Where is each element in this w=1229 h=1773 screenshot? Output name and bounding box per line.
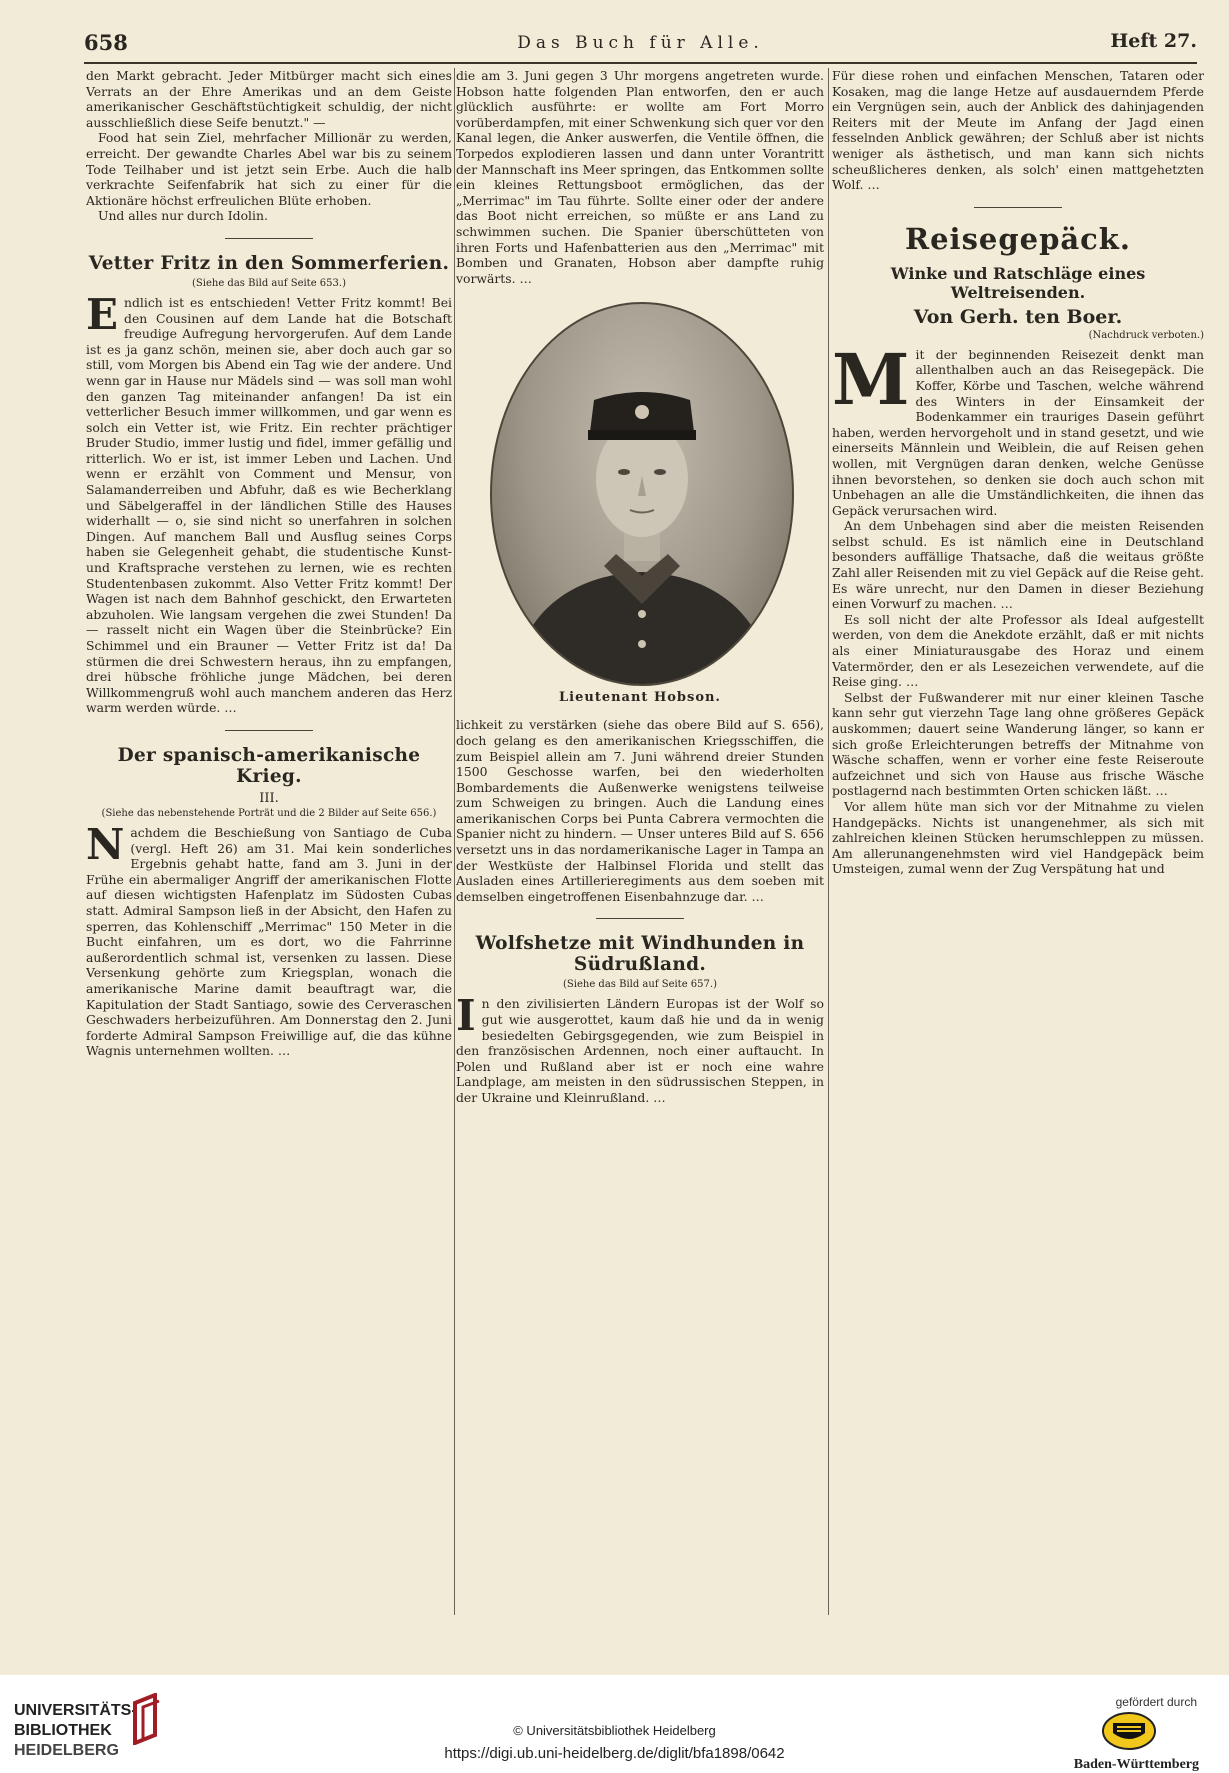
body-paragraph: Und alles nur durch Idolin. xyxy=(98,208,268,224)
drop-cap: I xyxy=(456,991,476,1041)
section-separator xyxy=(596,918,684,919)
portrait-caption: Lieutenant Hobson. xyxy=(559,690,721,706)
body-paragraph: den Markt gebracht. Jeder Mitbürger macht sich eines Verrats an der Ehre Amerikas und an dem Geiste amerikanischer Geschäftstüchtigkeit schuldig, der nicht ausschließlich diese Seife benutzt." — xyxy=(86,68,452,130)
drop-cap: M xyxy=(832,337,910,421)
article-title: Der spanisch-amerikanische Krieg. xyxy=(117,744,421,787)
funding-label: gefördert durch xyxy=(1115,1695,1197,1709)
picture-reference: (Siehe das nebenstehende Porträt und die 2 Bilder auf Seite 656.) xyxy=(101,807,437,819)
viewer-footer xyxy=(0,1675,1229,1773)
column-2 xyxy=(456,68,824,1615)
body-paragraph: Es soll nicht der alte Professor als Ideal aufgestellt werden, von dem die Anekdote erzählt, daß er mit nichts als einer Miniaturausgabe des Horaz und einem Vatermörder, den er als Lesezeichen verwendete, auf die Reise ging. … xyxy=(832,611,1204,690)
funding-state-name: Baden-Württemberg xyxy=(1073,1757,1199,1772)
portrait-frame xyxy=(490,302,790,682)
body-paragraph: Endlich ist es entschieden! Vetter Fritz kommt! Bei den Cousinen auf dem Lande hat die Botschaft freudige Aufregung hervorgerufen. Auf dem Lande ist es ja ganz schön, meinen sie, aber doch auch gar so still, vom Morgen bis Abend ein Tag wie der andere. Und wenn gar in Hause nur Mädels sind — was soll man wohl den ganzen Tag miteinander anfangen! Da ist ein vetterlicher Besuch immer willkommen, und gar wenn es solch ein Vetter ist, wie Fritz. Ein rechter prächtiger Bruder Studio, immer lustig und fidel, immer gefällig und ritterlich. Wo er ist, ist immer Leben und Lachen. Und wenn er erzählt von Comment und Mensur, von Salamanderreiben und Abfuhr, daß es wie Becherklang und Säbelgeraffel in der ländlichen Stille des Hauses widerhallt — o, sie sind nicht so unerfahren in solchen Dingen. Auf manchem Ball und Ausflug seines Corps haben sie Gelegenheit gehabt, die studentische Kunst- und Kraftsprache verstehen zu lernen, wie es rechten Studentenbasen zukommt. Also Vetter Fritz kommt! Der Wagen ist nach dem Bahnhof geschickt, den Erwarteten abzuholen. Wie langsam vergehen die zwei Stunden! Da — rasselt nicht ein Wagen über die Steinbrücke? Ein Schimmel und ein Brauner — Vetter Fritz ist da! Da stürmen die drei Schwestern heraus, ihn zu empfangen, drei hübsche fröhliche junge Mädchen, bei deren Willkommengruß wohl auch manchem anderen das Herz warm werden würde. … xyxy=(86,289,452,716)
article-part: III. xyxy=(259,790,279,806)
library-logo-text[interactable]: UNIVERSITÄTS- BIBLIOTHEK HEIDELBERG xyxy=(14,1702,137,1759)
article-byline: Von Gerh. ten Boer. xyxy=(913,305,1123,328)
page-number: 658 xyxy=(84,30,128,55)
body-paragraph: An dem Unbehagen sind aber die meisten Reisenden selbst schuld. Es ist nämlich eine in Deutschland besonders auffällige Thatsache, daß die weitaus größte Zahl aller Reisenden mit zu viel Gepäck auf die Reise geht. Es wäre unrecht, nur den Damen in dieser Beziehung einen Vorwurf zu machen. … xyxy=(832,518,1204,612)
body-paragraph: Für diese rohen und einfachen Menschen, Tataren oder Kosaken, mag die lange Hetze auf ausdauerndem Pferde ein Vergnügen sein, auch der Anblick des dahinjagenden Reiters mit der Meute im Anfang der Jagd einen fesselnden Anblick gewähren; der Schluß aber ist nichts weniger als ästhetisch, und man kann sich nichts scheußlicheres denken, als solch' einen mattgehetzten Wolf. … xyxy=(832,68,1204,193)
permalink-url[interactable]: https://digi.ub.uni-heidelberg.de/diglit/bfa1898/0642 xyxy=(444,1745,785,1762)
section-separator xyxy=(974,207,1062,208)
article-subtitle: Winke und Ratschläge eines Weltreisenden. xyxy=(890,263,1146,302)
article-title: Vetter Fritz in den Sommerferien. xyxy=(88,252,450,274)
section-separator xyxy=(225,730,313,731)
article-title: Reisegepäck. xyxy=(905,221,1131,256)
body-paragraph: In den zivilisierten Ländern Europas ist der Wolf so gut wie ausgerottet, kaum daß hie und da in wenig besiedelten Gebirgsgegenden, wie zum Beispiel in den französischen Ardennen, noch einer auftaucht. In Polen und Rußland aber ist er noch eine wahre Landplage, am meisten in den südrussischen Steppen, in der Ukraine und Kleinrußland. … xyxy=(456,991,824,1105)
column-1 xyxy=(86,68,452,1615)
body-paragraph: Food hat sein Ziel, mehrfacher Millionär zu werden, erreicht. Der gewandte Charles Abel war bis zu seinem Tode Teilhaber und ist jetzt sein Erbe. Auch die halb verkrachte Seifenfabrik hat sich zu einer für die Aktionäre höchst erfreulichen Blüte erhoben. xyxy=(86,130,452,208)
body-paragraph: Selbst der Fußwanderer mit nur einer kleinen Tasche kann sehr gut vierzehn Tage lang ohne größeres Gepäck auskommen; dauert seine Wanderung länger, so kann er sich große Erleichterungen betreffs der Mitnahme von Wäsche schaffen, wenn er vorher eine feste Reiseroute aufzeichnet und sich von Hause aus frische Wäsche postlagernd nach bestimmten Orten schicken läßt. … xyxy=(832,689,1204,799)
reprint-notice: (Nachdruck verboten.) xyxy=(1088,329,1204,341)
column-3 xyxy=(832,68,1204,1615)
article-title: Wolfshetze mit Windhunden in Südrußland. xyxy=(475,933,805,976)
portrait-hobson xyxy=(490,302,794,686)
journal-title: Das Buch für Alle. xyxy=(517,33,764,53)
page-header xyxy=(84,26,1197,64)
issue-number: Heft 27. xyxy=(1110,30,1197,52)
body-paragraph: die am 3. Juni gegen 3 Uhr morgens angetreten wurde. Hobson hatte folgenden Plan entworfen, den er auch glücklich ausführte: er wollte am Fort Morro vorüberdampfen, mit einer Schwenkung sich quer vor den Kanal legen, die Anker auswerfen, die Ventile öffnen, die Torpedos explodieren lassen und dann unter Vorantritt der Mannschaft ins Meer springen, das Entkommen sollte ein kleines Rettungsboot ermöglichen, das der „Merrimac" im Tau führte. Sollte einer oder der andere das Boot nicht erreichen, so müßte er ans Land zu schwimmen suchen. Die Spanier überschütteten von ihren Forts und Hafenbatterien aus den „Merrimac" mit Bomben und Granaten, Hobson aber dampfte ruhig vorwärts. … xyxy=(456,68,824,286)
copyright-notice: © Universitätsbibliothek Heidelberg xyxy=(513,1723,716,1738)
section-separator xyxy=(225,238,313,239)
picture-reference: (Siehe das Bild auf Seite 653.) xyxy=(192,277,346,289)
body-paragraph: lichkeit zu verstärken (siehe das obere Bild auf S. 656), doch gelang es den amerikanischen Kriegsschiffen, die zum Beispiel allein am 7. Juni während dreier Stunden 1500 Geschosse warfen, bei den wiederholten Bombardements die Außenwerke wenigstens teilweise zum Schweigen zu bringen. Auch die Landung eines amerikanischen Corps bei Punta Cabrera vermochten die Spanier nicht zu hindern. — Unser unteres Bild auf S. 656 versetzt uns in das nordamerikanische Lager in Tampa an der Westküste der Halbinsel Florida und stellt das Ausladen eines Artillerieregiments aus dem soeben mit demselben eingetroffenen Eisenbahnzuge dar. … xyxy=(456,717,824,904)
column-rule xyxy=(454,68,455,1615)
state-crest-icon xyxy=(1099,1711,1159,1751)
body-paragraph: Mit der beginnenden Reisezeit denkt man allenthalben auch an das Reisegepäck. Die Koffer, Körbe und Taschen, welche während des Winters in der Einsamkeit der Bodenkammer ein trauriges Dasein geführt haben, werden hervorgeholt und in stand gesetzt, und wie einerseits Männlein und Weiblein, die auf Reisen gehen wollen, mit Vergnügen daran denken, welche Genüsse ihnen bevorstehen, so denken sie doch auch schon mit Unbehagen an alle die Umständlichkeiten, die ihnen das Gepäck verursachen wird. xyxy=(832,337,1204,518)
column-rule xyxy=(828,68,829,1615)
drop-cap: N xyxy=(86,819,125,869)
drop-cap: E xyxy=(86,289,119,339)
body-paragraph: Nachdem die Beschießung von Santiago de Cuba (vergl. Heft 26) am 31. Mai kein sonderliches Ergebnis gehabt hatte, fand am 3. Juni in der Frühe ein abermaliger Angriff der amerikanischen Flotte auf diesen wichtigsten Hafenplatz im Südosten Cubas statt. Admiral Sampson ließ in der Absicht, den Hafen zu sperren, das Kohlenschiff „Merrimac" 150 Meter in die Bucht einfahren, um es dort, wo die Fahrrinne außerordentlich schmal ist, versenken zu lassen. Diese Versenkung gehörte zum Kriegsplan, wonach die amerikanische Marine damit beauftragt war, die Kapitulation der Stadt Santiago, sowie des Cerveraschen Geschwaders herbeizuführen. Am Donnerstag den 2. Juni forderte Admiral Sampson Freiwillige auf, die das kühne Wagnis unternehmen wollten. … xyxy=(86,819,452,1059)
picture-reference: (Siehe das Bild auf Seite 657.) xyxy=(563,979,717,991)
body-paragraph: Vor allem hüte man sich vor der Mitnahme zu vielen Handgepäcks. Nichts ist unangenehmer, als sich mit zahlreichen kleinen Stücken herumschleppen zu müssen. Am allerunangenehmsten wird viel Handgepäck beim Umsteigen, zumal wenn der Zug Verspätung hat und xyxy=(832,798,1204,877)
